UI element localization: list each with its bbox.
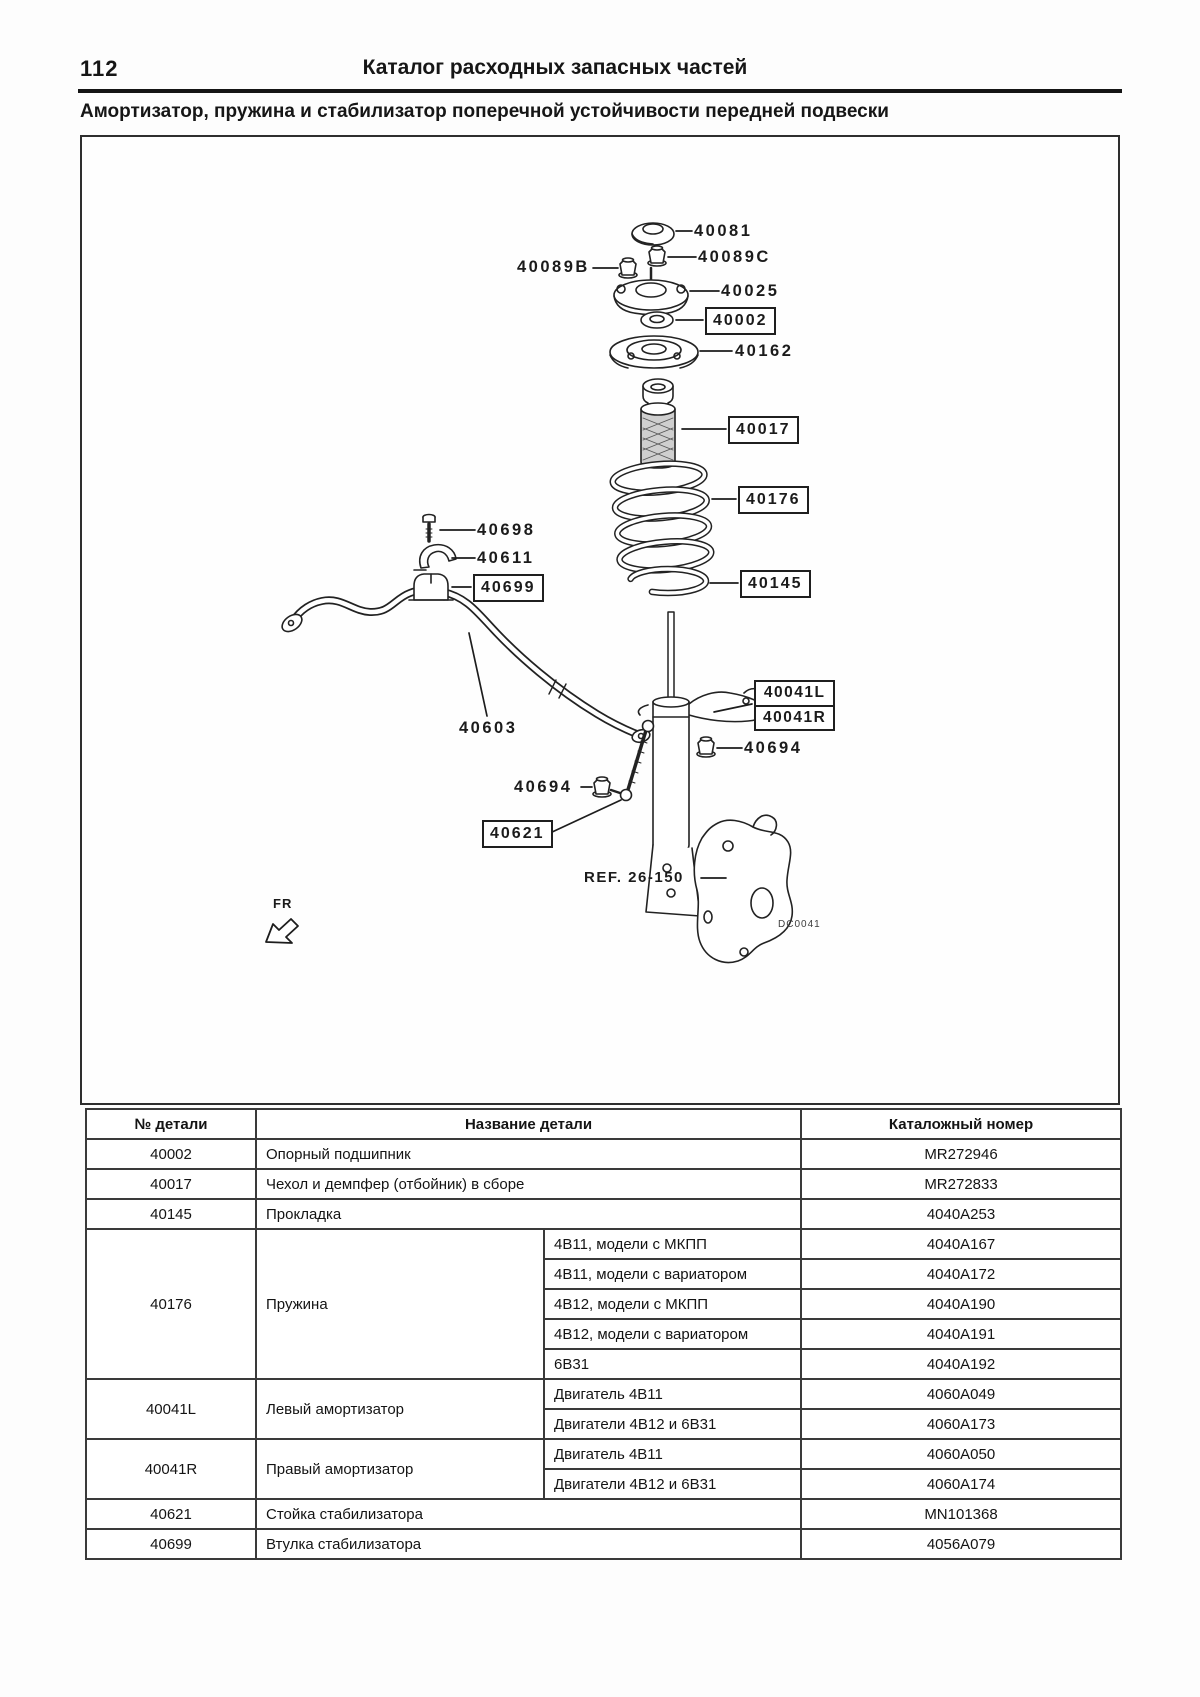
page-title: Каталог расходных запасных частей [362, 56, 748, 79]
table-row [86, 1139, 1121, 1169]
part-name-cell: Пружина [256, 1229, 544, 1379]
page-number: 112 [80, 56, 119, 81]
variant-cell: 6B31 [544, 1349, 801, 1379]
part-nut-40694-right [697, 737, 715, 757]
header-part-number: № детали [86, 1109, 256, 1139]
catalog-cell: 4040A253 [801, 1199, 1121, 1229]
catalog-cell: 4056A079 [801, 1529, 1121, 1559]
part-number-cell: 40176 [86, 1229, 256, 1379]
label-40698: 40698 [477, 521, 536, 539]
part-number-cell: 40002 [86, 1139, 256, 1169]
table-header-row [86, 1109, 1121, 1139]
part-strut-mount [614, 280, 688, 315]
table-row [86, 1169, 1121, 1199]
variant-cell: Двигатель 4B11 [544, 1439, 801, 1469]
part-nut-40089b [619, 258, 637, 278]
label-40145: 40145 [740, 570, 811, 598]
label-40017: 40017 [728, 416, 799, 444]
label-40694-left: 40694 [514, 778, 573, 796]
label-40694-right: 40694 [744, 739, 803, 757]
header-catalog-number: Каталожный номер [801, 1109, 1121, 1139]
catalog-cell: 4060A173 [801, 1409, 1121, 1439]
part-coil-spring [612, 460, 713, 574]
catalog-cell: 4040A191 [801, 1319, 1121, 1349]
variant-cell: 4B11, модели с вариатором [544, 1259, 801, 1289]
part-cap [632, 223, 674, 245]
ref-26-150-label: REF. 26-150 [584, 869, 684, 886]
catalog-cell: 4060A049 [801, 1379, 1121, 1409]
part-name-cell: Прокладка [256, 1199, 801, 1229]
label-40041r: 40041R [756, 705, 833, 730]
variant-cell: Двигатели 4B12 и 6B31 [544, 1409, 801, 1439]
catalog-cell: 4040A167 [801, 1229, 1121, 1259]
part-number-cell: 40041R [86, 1439, 256, 1499]
drawing-code: DC0041 [778, 919, 821, 930]
table-row [86, 1439, 1121, 1469]
variant-cell: Двигатели 4B12 и 6B31 [544, 1469, 801, 1499]
catalog-cell: MR272833 [801, 1169, 1121, 1199]
header-rule [78, 89, 1122, 93]
part-bearing [641, 312, 673, 328]
label-40041-box [754, 680, 835, 731]
part-stabilizer-bracket [414, 545, 456, 570]
fr-direction-arrow [266, 919, 298, 943]
section-subtitle: Амортизатор, пружина и стабилизатор поперечной устойчивости передней подвески [80, 101, 889, 122]
label-40176: 40176 [738, 486, 809, 514]
variant-cell: Двигатель 4B11 [544, 1379, 801, 1409]
part-name-cell: Чехол и демпфер (отбойник) в сборе [256, 1169, 801, 1199]
part-steering-knuckle [694, 815, 792, 962]
label-40025: 40025 [721, 282, 780, 300]
label-40041l: 40041L [763, 684, 826, 701]
part-number-cell: 40041L [86, 1379, 256, 1439]
catalog-cell: 4060A050 [801, 1439, 1121, 1469]
variant-cell: 4B11, модели с МКПП [544, 1229, 801, 1259]
part-name-cell: Втулка стабилизатора [256, 1529, 801, 1559]
label-40621: 40621 [482, 820, 553, 848]
catalog-cell: 4040A192 [801, 1349, 1121, 1379]
label-40611: 40611 [477, 549, 535, 567]
label-40699: 40699 [473, 574, 544, 602]
part-boot-bumper [641, 379, 675, 468]
table-row [86, 1229, 1121, 1259]
catalog-cell: 4060A174 [801, 1469, 1121, 1499]
part-number-cell: 40017 [86, 1169, 256, 1199]
variant-cell: 4B12, модели с вариатором [544, 1319, 801, 1349]
part-nut-40089c [648, 246, 666, 266]
catalog-cell: 4040A172 [801, 1259, 1121, 1289]
part-spring-seat [610, 336, 698, 368]
label-40162: 40162 [735, 342, 794, 360]
label-40089c: 40089C [698, 248, 771, 266]
suspension-diagram [80, 135, 1120, 1105]
catalog-cell: MR272946 [801, 1139, 1121, 1169]
header-part-name: Название детали [256, 1109, 801, 1139]
part-number-cell: 40145 [86, 1199, 256, 1229]
catalog-cell: 4040A190 [801, 1289, 1121, 1319]
part-name-cell: Стойка стабилизатора [256, 1499, 801, 1529]
label-40081: 40081 [694, 222, 753, 240]
label-40002: 40002 [705, 307, 776, 335]
variant-cell: 4B12, модели с МКПП [544, 1289, 801, 1319]
part-stabilizer-bolt [423, 515, 435, 542]
label-40089b: 40089B [517, 258, 590, 276]
parts-table [85, 1108, 1122, 1560]
part-name-cell: Левый амортизатор [256, 1379, 544, 1439]
table-row [86, 1499, 1121, 1529]
catalog-cell: MN101368 [801, 1499, 1121, 1529]
part-stabilizer-bushing [409, 574, 453, 600]
part-name-cell: Правый амортизатор [256, 1439, 544, 1499]
part-nut-40694-left [593, 777, 611, 797]
part-number-cell: 40699 [86, 1529, 256, 1559]
part-name-cell: Опорный подшипник [256, 1139, 801, 1169]
table-row [86, 1199, 1121, 1229]
table-row [86, 1379, 1121, 1409]
label-40603: 40603 [459, 719, 518, 737]
table-row [86, 1529, 1121, 1559]
fr-label: FR [273, 896, 293, 911]
part-number-cell: 40621 [86, 1499, 256, 1529]
